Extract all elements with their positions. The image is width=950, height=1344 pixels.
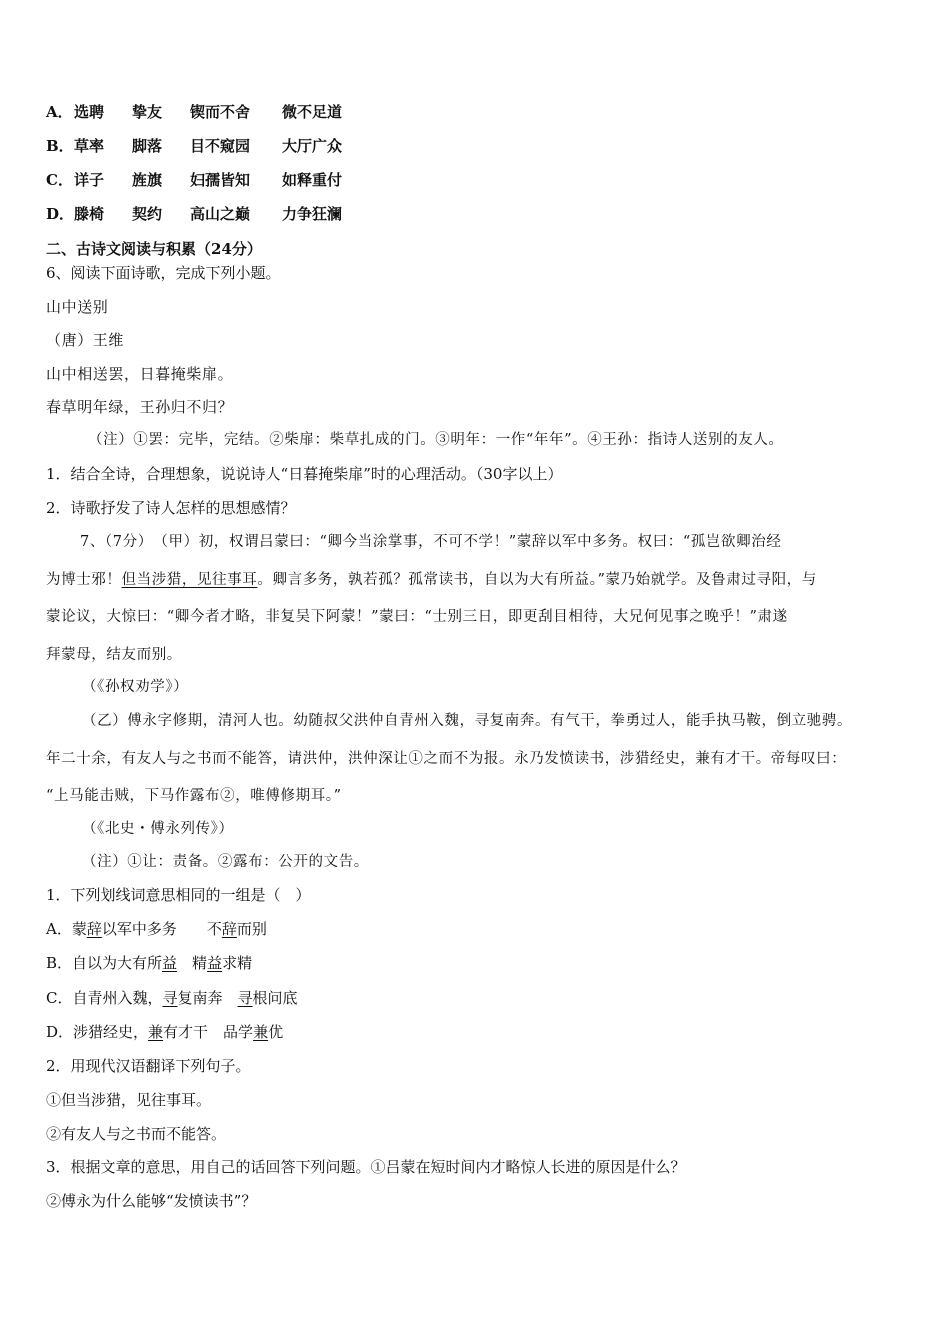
choice-word: 详子 [74, 171, 105, 189]
option-text: 有才干 品学 [163, 1023, 254, 1041]
choice-word: 目不窥园 [190, 137, 251, 155]
option-text: 求精 [222, 954, 253, 972]
passage-text: 。卿言多务，孰若孤？孤常读书，自以为大有所益。”蒙乃始就学。及鲁肃过寻阳，与 [257, 572, 817, 588]
q7-sub2-item: ②有友人与之书而不能答。 [46, 1125, 227, 1143]
passage-text: 为博士邪！ [46, 572, 122, 588]
choice-label: A． [46, 103, 73, 121]
option-c [46, 988, 298, 1008]
choice-word: 力争狂澜 [282, 205, 343, 223]
q6-sub1: 1．结合全诗，合理想象，说说诗人“日暮掩柴扉”时的心理活动。（30字以上） [46, 465, 563, 483]
option-text: D．涉猎经史， [46, 1023, 149, 1041]
choice-word: 契约 [132, 205, 163, 223]
passage-source: （《孙权劝学》） [82, 679, 189, 695]
passage-jia-line: 拜蒙母，结友而别。 [46, 647, 182, 663]
underlined-sentence: 但当涉猎，见往事耳 [121, 572, 258, 588]
choice-word: 滕椅 [74, 205, 105, 223]
option-a [46, 919, 267, 939]
choice-word: 脚落 [132, 137, 163, 155]
q6-prompt: 6、阅读下面诗歌，完成下列小题。 [46, 264, 281, 282]
choice-row-d [46, 204, 342, 224]
underlined-word: 兼 [253, 1023, 269, 1041]
passage-jia-line [46, 570, 817, 590]
option-text: 而别 [236, 920, 267, 938]
section-title: 二、古诗文阅读与积累（24分） [46, 240, 262, 258]
choice-word: 旌旗 [132, 171, 163, 189]
underlined-word: 兼 [148, 1023, 164, 1041]
poem-author: （唐）王维 [46, 331, 125, 349]
q7-sub2-item: ①但当涉猎，见往事耳。 [46, 1091, 212, 1109]
passage-jia-line: 7、（7分） （甲）初，权谓吕蒙曰：“卿今当涂掌事，不可不学！”蒙辞以军中多务。权曰：“孤岂欲卿治经 [80, 534, 782, 550]
choice-word: 如释重付 [282, 171, 343, 189]
choice-label: B． [46, 137, 74, 155]
choice-word: 高山之巅 [190, 205, 251, 223]
option-text: 根问底 [252, 989, 298, 1007]
underlined-word: 益 [162, 954, 178, 972]
poem-line: 春草明年绿，王孙归不归？ [46, 398, 234, 416]
passage-jia-line: 蒙论议，大惊曰：“卿今者才略，非复吴下阿蒙！”蒙曰：“士别三日，即更刮目相待，大兄何见事之晚乎！”肃遂 [46, 609, 788, 625]
choice-row-a [46, 102, 342, 122]
choice-label: C． [46, 171, 73, 189]
passage-note: （注）①让：责备。②露布：公开的文告。 [82, 854, 369, 870]
option-text: C．自青州入魏， [46, 989, 163, 1007]
poem-line: 山中相送罢，日暮掩柴扉。 [46, 365, 234, 383]
passage-source: （《北史・傅永列传》） [82, 821, 234, 837]
underlined-word: 益 [207, 954, 223, 972]
option-text: B．自以为大有所 [46, 954, 163, 972]
option-text: 复南奔 [177, 989, 238, 1007]
choice-word: 选聘 [74, 103, 105, 121]
choice-word: 锲而不舍 [190, 103, 251, 121]
q7-sub1: 1．下列划线词意思相同的一组是（ ） [46, 886, 311, 904]
option-text: A．蒙 [46, 920, 87, 938]
choice-word: 挚友 [132, 103, 163, 121]
choice-word: 微不足道 [282, 103, 343, 121]
q7-sub2: 2．用现代汉语翻译下列句子。 [46, 1057, 251, 1075]
q7-sub3: 3．根据文章的意思，用自己的话回答下列问题。①吕蒙在短时间内才略惊人长进的原因是什么？ [46, 1158, 686, 1176]
q6-sub2: 2．诗歌抒发了诗人怎样的思想感情？ [46, 499, 296, 517]
choice-row-b [46, 136, 342, 156]
option-b [46, 953, 252, 973]
option-text: 精 [177, 954, 208, 972]
passage-yi-line: （乙）傅永字修期，清河人也。幼随叔父洪仲自青州入魏，寻复南奔。有气干，拳勇过人，能手执马鞍，倒立驰骋。 [82, 713, 853, 729]
underlined-word: 辞 [221, 920, 237, 938]
choice-word: 草率 [74, 137, 105, 155]
passage-yi-line: 年二十余，有友人与之书而不能答，请洪仲，洪仲深让①之而不为报。永乃发愤读书，涉猎经史，兼有才干。帝每叹曰： [46, 751, 847, 767]
poem-title: 山中送别 [46, 298, 109, 316]
choice-word: 大厅广众 [282, 137, 343, 155]
passage-yi-line: “上马能击贼，下马作露布②，唯傅修期耳。” [46, 788, 342, 804]
choice-row-c [46, 170, 342, 190]
choice-label: D． [46, 205, 75, 223]
option-text: 优 [268, 1023, 284, 1041]
choice-word: 妇孺皆知 [190, 171, 251, 189]
poem-note: （注）①罢：完毕，完结。②柴扉：柴草扎成的门。③明年：一作“年年”。④王孙：指诗人送别的友人。 [88, 432, 784, 448]
option-d [46, 1022, 283, 1042]
underlined-word: 寻 [162, 989, 178, 1007]
underlined-word: 寻 [237, 989, 253, 1007]
underlined-word: 辞 [86, 920, 102, 938]
q7-sub3-item: ②傅永为什么能够“发愤读书”？ [46, 1192, 257, 1210]
option-text: 以军中多务 不 [101, 920, 222, 938]
